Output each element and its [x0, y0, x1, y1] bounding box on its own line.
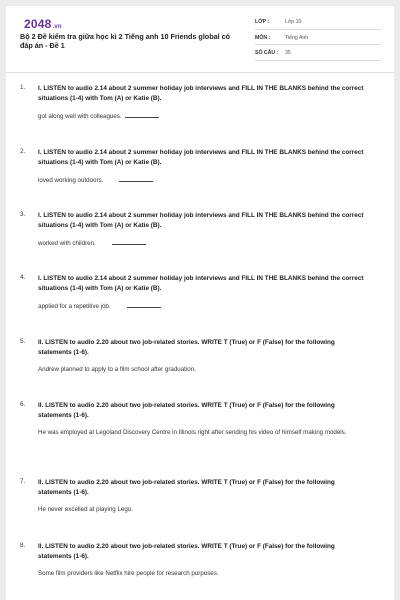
question-statement	[38, 111, 368, 121]
question-statement: He was employed at Legoland Discovery Centre in Illinois right after sending his video of himself making models.	[38, 429, 347, 437]
question-prompt: I. LISTEN to audio 2.14 about 2 summer holiday job interviews and FILL IN THE BLANKS behind the correct situations (1-4) with Tom (A) or Katie (B).	[38, 85, 364, 102]
statement-text: applied for a repetitive job.	[38, 303, 111, 311]
question-statement: Andrew planned to apply to a film school after graduation.	[38, 366, 196, 374]
question-item	[6, 148, 394, 211]
question-statement	[38, 175, 368, 185]
header-divider	[6, 72, 394, 73]
question-number: 4.	[20, 274, 26, 281]
question-prompt: I. LISTEN to audio 2.14 about 2 summer holiday job interviews and FILL IN THE BLANKS behind the correct situations (1-4) with Tom (A) or Katie (B).	[38, 149, 364, 166]
question-number: 3.	[20, 211, 26, 218]
worksheet-page	[6, 6, 394, 600]
meta-row-class	[255, 16, 381, 30]
question-prompt: I. LISTEN to audio 2.14 about 2 summer holiday job interviews and FILL IN THE BLANKS behind the correct situations (1-4) with Tom (A) or Katie (B).	[38, 275, 364, 292]
document-meta	[255, 16, 381, 61]
meta-row-subject	[255, 32, 381, 46]
question-number: 7.	[20, 478, 26, 485]
question-item	[6, 401, 394, 478]
answer-blank[interactable]	[119, 175, 153, 182]
question-prompt: II. LISTEN to audio 2.20 about two job-related stories. WRITE T (True) or F (False) for the following statements (1-6).	[38, 339, 335, 356]
answer-blank[interactable]	[112, 238, 146, 245]
answer-blank[interactable]	[125, 111, 159, 118]
question-list	[6, 84, 394, 592]
meta-label: SỐ CÂU :	[255, 50, 279, 56]
meta-label: MÔN :	[255, 34, 271, 41]
question-number: 6.	[20, 401, 26, 408]
statement-text: loved working outdoors.	[38, 177, 104, 185]
page-header	[6, 6, 394, 68]
site-logo[interactable]	[24, 17, 62, 31]
meta-value: 35	[285, 50, 291, 56]
question-item	[6, 211, 394, 274]
question-number: 2.	[20, 148, 26, 155]
statement-text: worked with children.	[38, 240, 96, 248]
question-statement: Some film providers like Netflix hire people for research purposes.	[38, 570, 219, 578]
answer-blank[interactable]	[127, 301, 161, 308]
question-prompt: I. LISTEN to audio 2.14 about 2 summer holiday job interviews and FILL IN THE BLANKS behind the correct situations (1-4) with Tom (A) or Katie (B).	[38, 212, 364, 229]
question-item	[6, 274, 394, 338]
statement-text: got along well with colleagues.	[38, 113, 122, 121]
question-item	[6, 542, 394, 592]
question-item	[6, 338, 394, 401]
meta-value: Lớp 10	[285, 19, 302, 25]
question-prompt: II. LISTEN to audio 2.20 about two job-related stories. WRITE T (True) or F (False) for the following statements (1-6).	[38, 543, 335, 560]
question-number: 8.	[20, 542, 26, 549]
question-item	[6, 84, 394, 148]
question-statement	[38, 238, 368, 248]
meta-row-count	[255, 47, 381, 61]
question-number: 5.	[20, 338, 26, 345]
question-number: 1.	[20, 84, 26, 91]
question-item	[6, 478, 394, 542]
question-prompt: II. LISTEN to audio 2.20 about two job-related stories. WRITE T (True) or F (False) for the following statements (1-6).	[38, 402, 335, 419]
logo-text: 2048	[24, 17, 52, 31]
meta-label: LỚP :	[255, 19, 270, 25]
meta-value: Tiếng Anh	[285, 34, 309, 41]
question-statement	[38, 301, 368, 311]
logo-suffix: .vn	[52, 24, 62, 30]
question-statement: He never excelled at playing Lego.	[38, 506, 133, 514]
page-title: Bộ 2 Đề kiểm tra giữa học kì 2 Tiếng anh 10 Friends global có đáp án - Đề 1	[20, 32, 230, 50]
question-prompt: II. LISTEN to audio 2.20 about two job-related stories. WRITE T (True) or F (False) for the following statements (1-6).	[38, 479, 335, 496]
